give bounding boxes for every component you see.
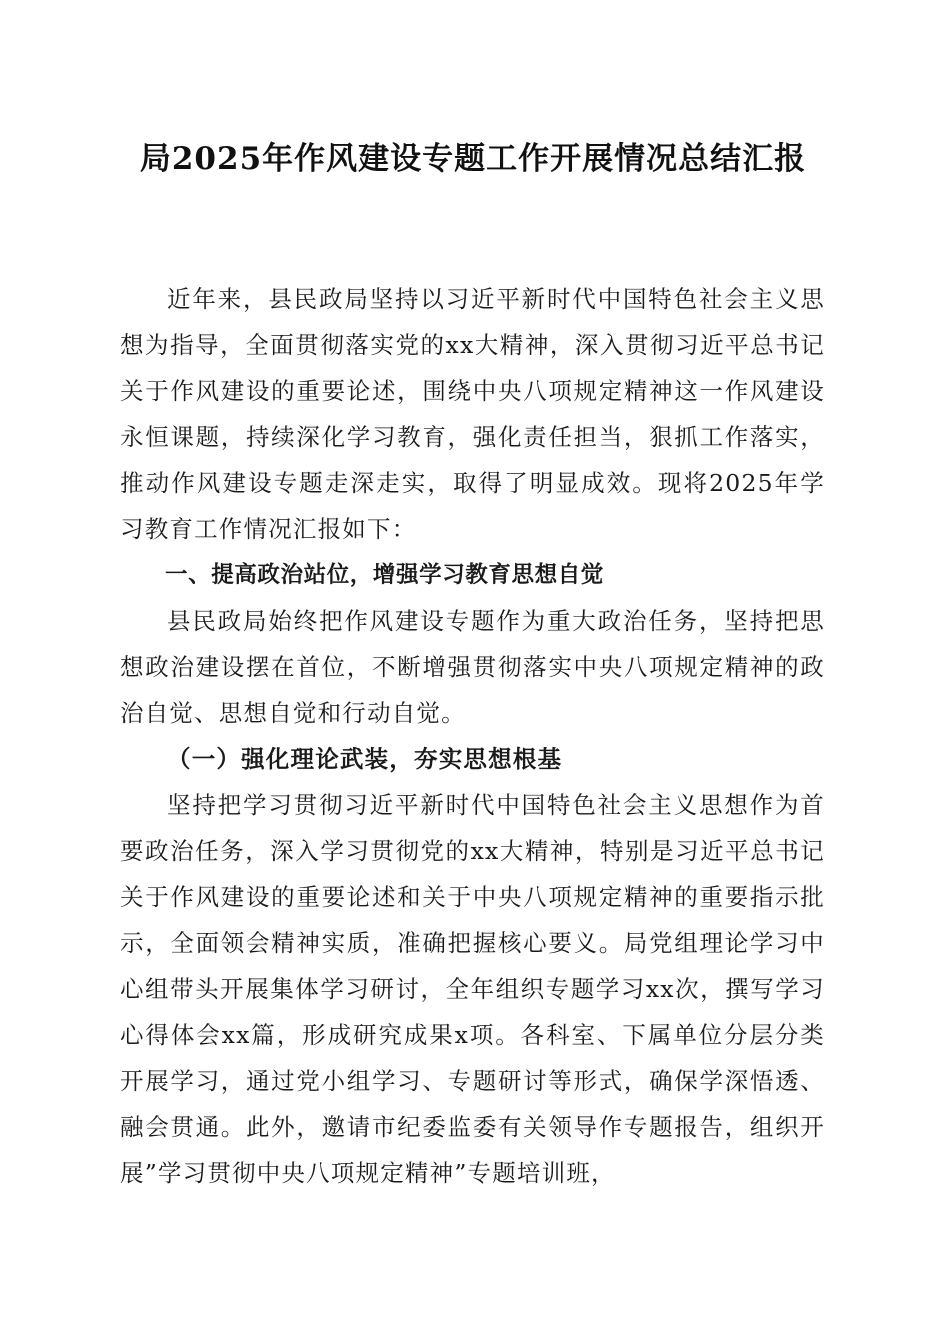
document-body <box>120 276 825 1196</box>
document-page <box>120 0 825 1344</box>
section-1-paragraph: 县民政局始终把作风建设专题作为重大政治任务，坚持把思想政治建设摆在首位，不断增强贯彻落实中央八项规定精神的政治自觉、思想自觉和行动自觉。 <box>120 607 825 727</box>
subsection-1-paragraph: 坚持把学习贯彻习近平新时代中国特色社会主义思想作为首要政治任务，深入学习贯彻党的xx大精神，特别是习近平总书记关于作风建设的重要论述和关于中央八项规定精神的重要指示批示，全面领会精神实质，准确把握核心要义。局党组理论学习中心组带头开展集体学习研讨，全年组织专题学习xx次，撰写学习心得体会xx篇，形成研究成果x项。各科室、下属单位分层分类开展学习，通过党小组学习、专题研讨等形式，确保学深悟透、融会贯通。此外，邀请市纪委监委有关领导作专题报告，组织开展”学习贯彻中央八项规定精神”专题培训班， <box>120 791 825 1187</box>
intro-paragraph: 近年来，县民政局坚持以习近平新时代中国特色社会主义思想为指导，全面贯彻落实党的xx大精神，深入贯彻习近平总书记关于作风建设的重要论述，围绕中央八项规定精神这一作风建设永恒课题，持续深化学习教育，强化责任担当，狠抓工作落实，推动作风建设专题走深走实，取得了明显成效。现将2025年学习教育工作情况汇报如下： <box>120 285 825 543</box>
document-title: 局2025年作风建设专题工作开展情况总结汇报 <box>139 141 807 177</box>
subsection-heading-1: （一）强化理论武装，夯实思想根基 <box>167 745 563 773</box>
section-heading-1: 一、提高政治站位，增强学习教育思想自觉 <box>165 562 604 588</box>
